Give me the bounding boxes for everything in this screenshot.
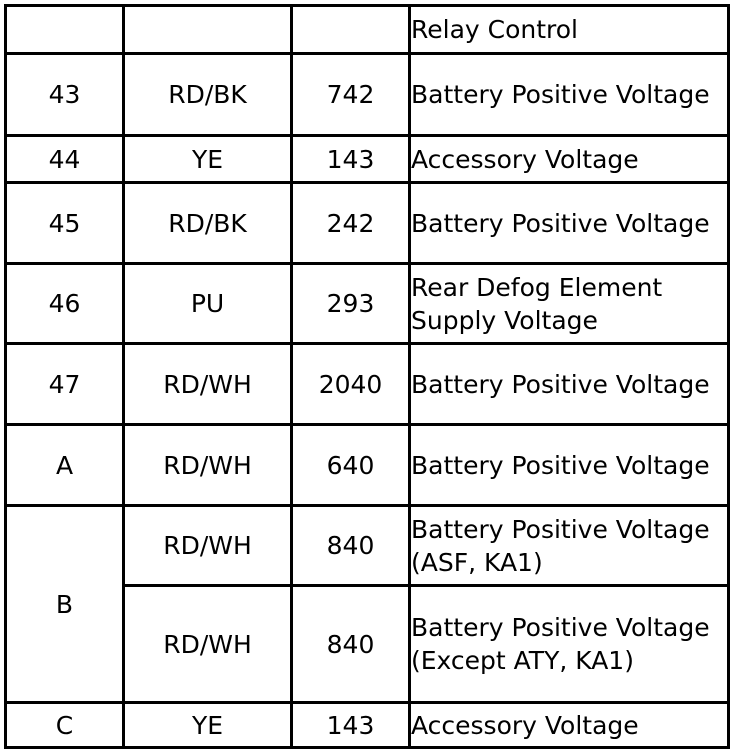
table-row bbox=[6, 6, 729, 54]
wire-color-cell: RD/BK bbox=[124, 183, 292, 264]
wire-color-cell: YE bbox=[124, 136, 292, 183]
function-cell: Accessory Voltage bbox=[410, 136, 729, 183]
circuit-cell: 143 bbox=[292, 136, 410, 183]
function-cell: Battery Positive Voltage bbox=[410, 183, 729, 264]
wire-color-cell: RD/BK bbox=[124, 54, 292, 136]
function-cell: Battery Positive Voltage (ASF, KA1) bbox=[410, 506, 729, 586]
circuit-cell: 640 bbox=[292, 425, 410, 506]
pin-cell: C bbox=[6, 703, 124, 748]
wire-color-cell: RD/WH bbox=[124, 506, 292, 586]
pin-cell: 44 bbox=[6, 136, 124, 183]
wire-color-cell: YE bbox=[124, 703, 292, 748]
circuit-cell: 242 bbox=[292, 183, 410, 264]
circuit-cell: 840 bbox=[292, 586, 410, 703]
table-row bbox=[6, 344, 729, 425]
table-row bbox=[6, 264, 729, 344]
wire-color-cell: RD/WH bbox=[124, 586, 292, 703]
pin-cell bbox=[6, 6, 124, 54]
wire-color-cell: RD/WH bbox=[124, 344, 292, 425]
table-row bbox=[6, 136, 729, 183]
function-cell: Battery Positive Voltage (Except ATY, KA1) bbox=[410, 586, 729, 703]
circuit-cell: 840 bbox=[292, 506, 410, 586]
pin-cell: 43 bbox=[6, 54, 124, 136]
wire-color-cell bbox=[124, 6, 292, 54]
pin-cell: A bbox=[6, 425, 124, 506]
pin-cell: 45 bbox=[6, 183, 124, 264]
circuit-cell: 2040 bbox=[292, 344, 410, 425]
wire-color-cell: PU bbox=[124, 264, 292, 344]
circuit-cell bbox=[292, 6, 410, 54]
pin-cell: B bbox=[6, 506, 124, 703]
wire-color-cell: RD/WH bbox=[124, 425, 292, 506]
pin-cell: 47 bbox=[6, 344, 124, 425]
table-row bbox=[6, 425, 729, 506]
circuit-cell: 143 bbox=[292, 703, 410, 748]
table-row bbox=[6, 183, 729, 264]
table-row bbox=[6, 506, 729, 586]
function-cell: Battery Positive Voltage bbox=[410, 425, 729, 506]
pin-cell: 46 bbox=[6, 264, 124, 344]
table-row bbox=[6, 703, 729, 748]
circuit-cell: 742 bbox=[292, 54, 410, 136]
function-cell: Battery Positive Voltage bbox=[410, 54, 729, 136]
table-row bbox=[6, 54, 729, 136]
connector-pin-table bbox=[4, 4, 730, 749]
function-cell: Rear Defog Element Supply Voltage bbox=[410, 264, 729, 344]
function-cell: Accessory Voltage bbox=[410, 703, 729, 748]
function-cell: Battery Positive Voltage bbox=[410, 344, 729, 425]
circuit-cell: 293 bbox=[292, 264, 410, 344]
function-cell: Relay Control bbox=[410, 6, 729, 54]
